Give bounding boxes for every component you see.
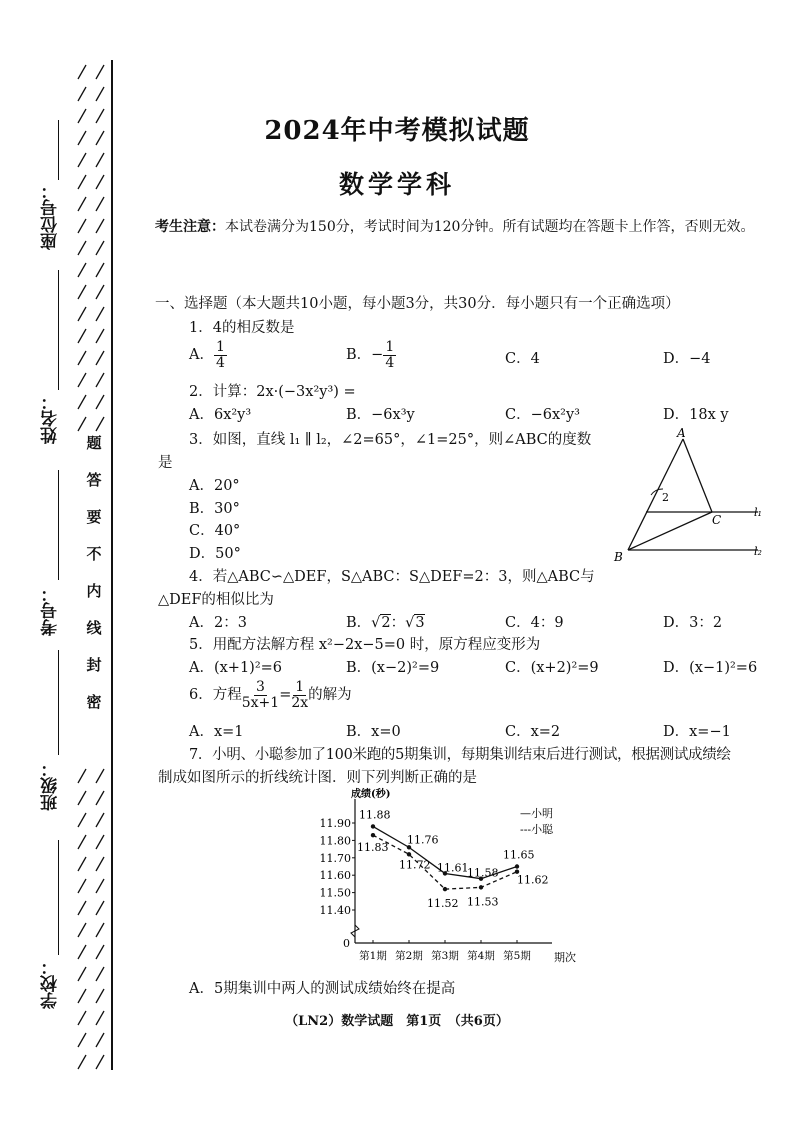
margin-binding-line [111, 60, 113, 1070]
q6-stem: 6．方程 $\frac{3}{5x+1}$ = $\frac{1}{2x}$ 的解为 [189, 679, 352, 711]
margin-slash [96, 1033, 104, 1047]
q6-option-b: B．x=0 [346, 724, 401, 740]
q3-option-d: D．50° [189, 546, 241, 562]
q4-option-c: C．4：9 [505, 615, 564, 631]
margin-slash [78, 219, 86, 233]
margin-slash [78, 307, 86, 321]
margin-slash [96, 219, 104, 233]
margin-slash [96, 901, 104, 915]
margin-slash [78, 769, 86, 783]
x-tick-label: 第5期 [503, 950, 531, 962]
q6-option-c: C．x=2 [505, 724, 561, 740]
notice-label: 考生注意： [155, 219, 225, 235]
margin-slash [78, 791, 86, 805]
page-footer: （LN2）数学试题 第1页 （共6页） [285, 1014, 509, 1029]
margin-slash [78, 945, 86, 959]
seal-char: 要 [86, 508, 102, 526]
exam-subject: 数学学科 [338, 170, 455, 199]
data-label: 11.52 [427, 897, 459, 911]
margin-slash [78, 989, 86, 1003]
margin-slash [78, 835, 86, 849]
data-label: 11.65 [503, 848, 535, 862]
q7-stem-cont: 制成如图所示的折线统计图．则下列判断正确的是 [158, 770, 477, 786]
q1-option-c: C．4 [505, 351, 540, 367]
margin-slash [96, 989, 104, 1003]
name-label: 姓名： [41, 393, 61, 444]
section-heading: 一、选择题（本大题共10小题，每小题3分，共30分．每小题只有一个正确选项） [155, 296, 680, 312]
x-tick-label: 第4期 [467, 950, 495, 962]
q7-stem: 7．小明、小聪参加了100米跑的5期集训，每期集训结束后进行测试，根据测试成绩绘 [189, 747, 731, 763]
margin-slash [78, 879, 86, 893]
fig-label-B: B [614, 550, 623, 564]
margin-slash [78, 967, 86, 981]
q7-option-a: A．5期集训中两人的测试成绩始终在提高 [189, 981, 456, 997]
data-label: 11.62 [517, 873, 549, 887]
margin-slash [78, 857, 86, 871]
class-blank[interactable] [58, 650, 59, 755]
margin-slash [78, 901, 86, 915]
margin-slash [78, 373, 86, 387]
q2-stem: 2．计算：2x·(−3x²y³) = [189, 384, 356, 400]
name-blank[interactable] [58, 270, 59, 390]
margin-slash [96, 285, 104, 299]
margin-slash [96, 769, 104, 783]
legend-xiaoming: —小明 [520, 807, 553, 820]
q6-option-a: A．x=1 [189, 724, 244, 740]
data-label: 11.72 [399, 858, 431, 872]
margin-slash [96, 329, 104, 343]
margin-slash [96, 351, 104, 365]
seal-char: 密 [86, 693, 102, 711]
y-tick-label: 11.60 [319, 869, 351, 883]
q3-option-c: C．40° [189, 523, 241, 539]
q2-option-b: B．−6x³y [346, 407, 415, 423]
margin-slash [78, 329, 86, 343]
school-blank[interactable] [58, 840, 59, 955]
margin-slash [96, 813, 104, 827]
q5-option-b: B．(x−2)²=9 [346, 660, 440, 676]
y-tick-label: 11.40 [319, 904, 351, 917]
seal-char: 不 [86, 545, 102, 563]
q3-option-b: B．30° [189, 501, 240, 517]
data-point [371, 833, 375, 837]
y-tick-label: 11.80 [319, 834, 351, 848]
seal-text [84, 425, 104, 721]
seal-char: 线 [86, 619, 102, 637]
margin-slash [96, 945, 104, 959]
notice-text: 本试卷满分为150分，考试时间为120分钟。所有试题均在答题卡上作答，否则无效。 [225, 219, 755, 235]
margin-slash [96, 263, 104, 277]
margin-slash [96, 879, 104, 893]
data-label: 11.83 [357, 841, 389, 855]
q5-stem: 5．用配方法解方程 x²−2x−5=0 时，原方程应变形为 [189, 637, 541, 653]
q2-option-a: A．6x²y³ [189, 407, 252, 423]
q4-option-d: D．3：2 [663, 615, 723, 631]
q4-stem-cont: △DEF的相似比为 [158, 592, 274, 608]
school-label: 学校： [41, 958, 61, 1009]
legend-xiaocong: ---小聪 [520, 823, 554, 836]
margin-slash [96, 857, 104, 871]
margin-slash [78, 351, 86, 365]
margin-slash [96, 835, 104, 849]
seat-label: 座位号： [41, 182, 61, 250]
margin-slash [78, 1033, 86, 1047]
q3-geometry-figure [608, 425, 768, 565]
fig-angle-2: 2 [662, 491, 669, 504]
y-axis-label: 成绩(秒) [351, 789, 391, 800]
data-label: 11.53 [467, 895, 499, 909]
x-tick-label: 第2期 [395, 950, 423, 962]
q3-stem: 3．如图，直线 l₁ ∥ l₂，∠2=65°，∠1=25°，则∠ABC的度数 [189, 432, 592, 448]
origin-label: 0 [343, 937, 350, 950]
y-tick-label: 11.70 [319, 851, 351, 865]
fig-label-C: C [712, 513, 722, 527]
data-label: 11.76 [407, 833, 439, 847]
q6-option-d: D．x=−1 [663, 724, 731, 740]
x-tick-label: 第3期 [431, 950, 459, 962]
q4-stem: 4．若△ABC∽△DEF，S△ABC：S△DEF=2：3，则△ABC与 [189, 569, 595, 585]
q3-option-a: A．20° [189, 478, 240, 494]
y-tick-label: 11.90 [319, 817, 351, 830]
data-label: 11.88 [359, 808, 391, 822]
margin-slash [96, 791, 104, 805]
q1-option-a: A． $\frac{1}{4}$ [189, 339, 225, 371]
q7-line-chart [300, 785, 600, 970]
exam-no-label: 考号： [41, 585, 61, 636]
margin-slash [78, 65, 86, 79]
q1-option-b: B．− $\frac{1}{4}$ [346, 339, 395, 371]
margin-slash [96, 307, 104, 321]
exam-title: 2024年中考模拟试题 [264, 116, 530, 146]
data-point [371, 824, 375, 828]
margin-slash [78, 263, 86, 277]
data-label: 11.58 [467, 866, 499, 880]
margin-slash [96, 1055, 104, 1069]
margin-slash [78, 1055, 86, 1069]
seal-char: 内 [86, 582, 102, 600]
data-point [479, 885, 483, 889]
notice [155, 213, 785, 241]
data-label: 11.61 [437, 861, 469, 875]
q5-option-d: D．(x−1)²=6 [663, 660, 758, 676]
class-label: 班级： [41, 760, 61, 811]
q3-stem-cont: 是 [158, 455, 173, 471]
data-point [443, 887, 447, 891]
x-tick-label: 第1期 [359, 950, 387, 962]
seal-char: 题 [86, 434, 102, 452]
margin-slash [96, 923, 104, 937]
x-axis-label: 期次 [554, 951, 576, 964]
margin-slash [96, 373, 104, 387]
q1-option-d: D．−4 [663, 351, 711, 367]
seal-char: 答 [86, 471, 102, 489]
q5-option-c: C．(x+2)²=9 [505, 660, 599, 676]
margin-slash [96, 395, 104, 409]
margin-slash [78, 923, 86, 937]
q1-stem: 1．4的相反数是 [189, 320, 295, 336]
margin-slash [78, 241, 86, 255]
exam-no-blank[interactable] [58, 470, 59, 580]
q2-option-c: C．−6x²y³ [505, 407, 580, 423]
margin-slash [96, 65, 104, 79]
margin-slash [96, 967, 104, 981]
fig-label-A: A [677, 426, 686, 440]
margin-slash [96, 241, 104, 255]
fig-label-l2: l₂ [754, 545, 762, 558]
fig-label-l1: l₁ [754, 506, 762, 519]
margin-slash [78, 87, 86, 101]
margin-slash [78, 395, 86, 409]
q4-option-a: A．2：3 [189, 615, 247, 631]
q4-option-b: B．√2：√3 [346, 615, 425, 631]
q5-option-a: A．(x+1)²=6 [189, 660, 283, 676]
margin-slash [78, 285, 86, 299]
q2-option-d: D．18x y [663, 407, 729, 423]
margin-slash [78, 813, 86, 827]
data-point [515, 864, 519, 868]
margin-slash [96, 87, 104, 101]
y-tick-label: 11.50 [319, 886, 351, 900]
data-point [407, 852, 411, 856]
seal-char: 封 [86, 656, 102, 674]
